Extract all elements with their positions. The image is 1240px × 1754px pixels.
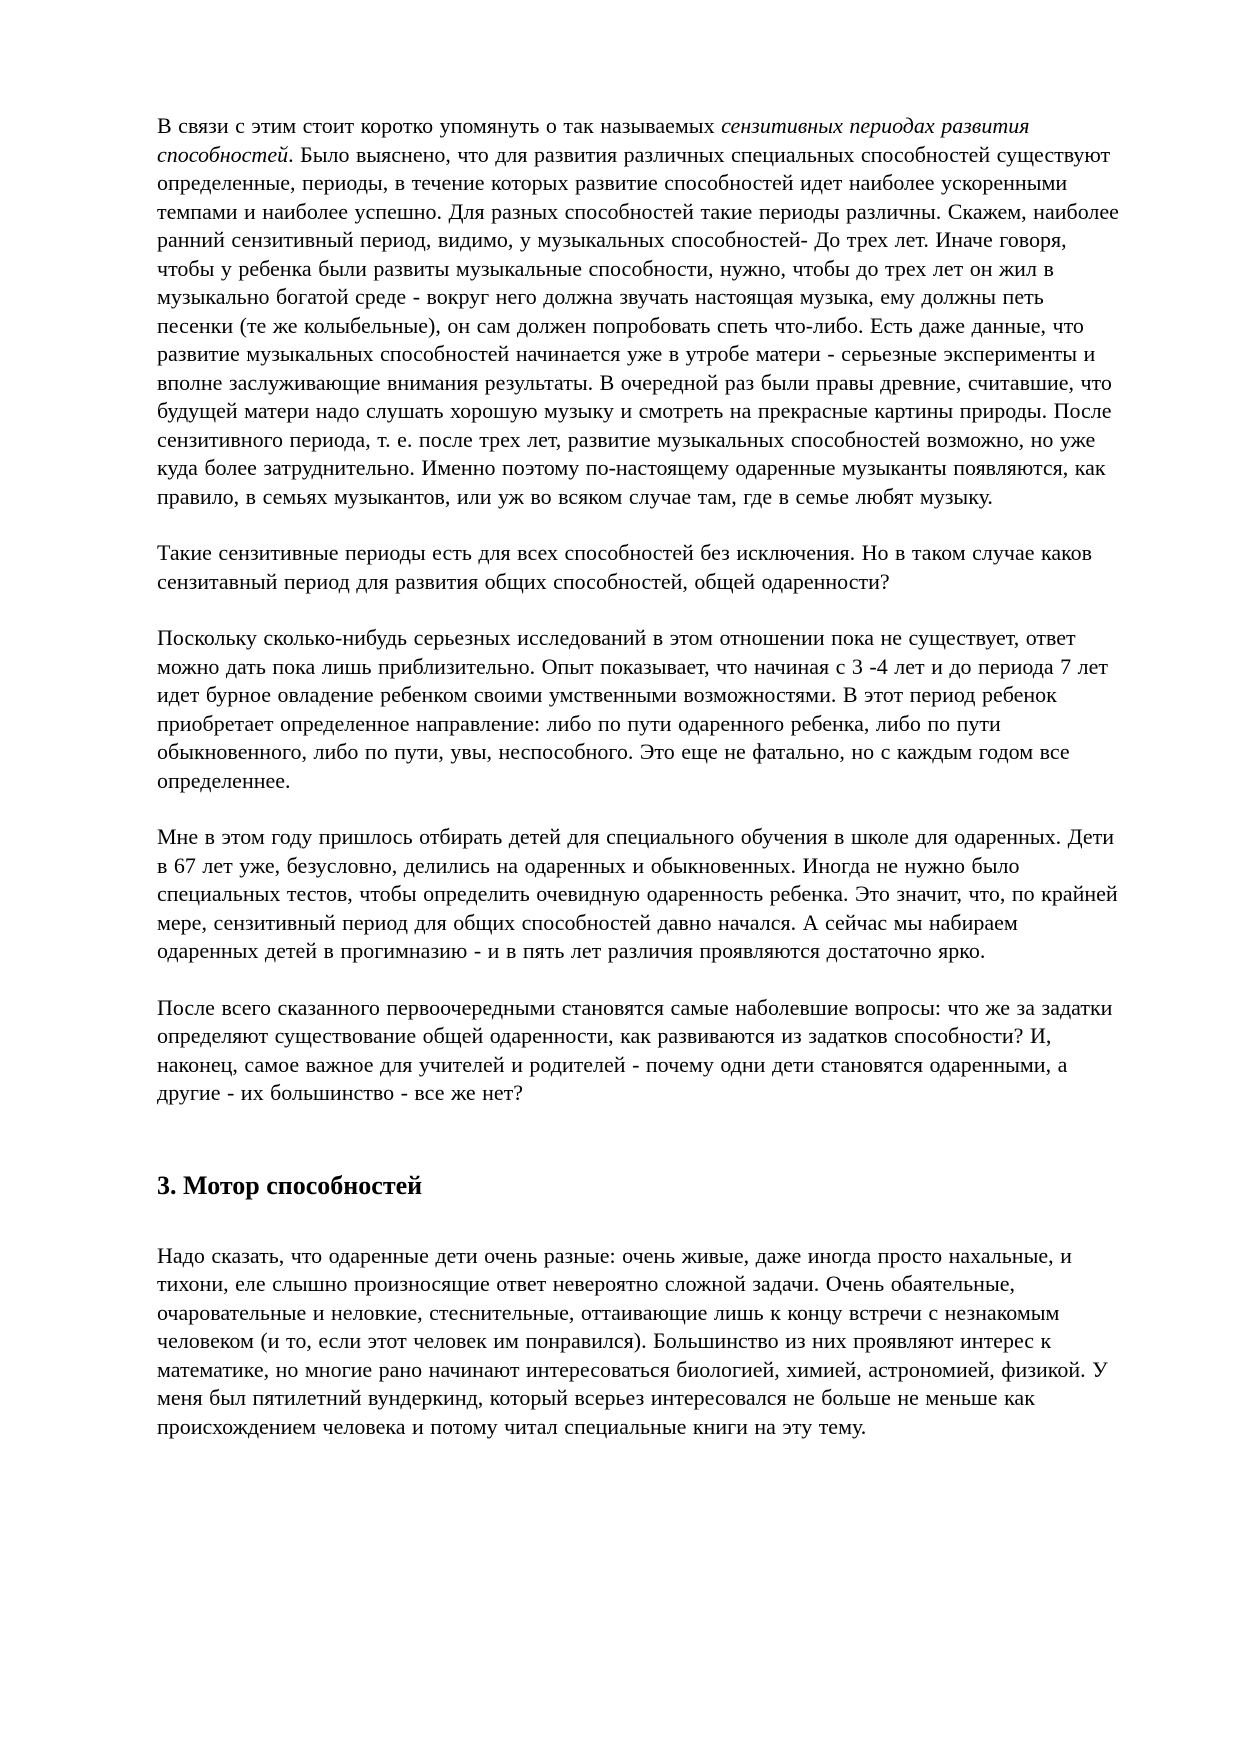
paragraph-1-rest: . Было выяснено, что для развития различных специальных способностей существуют определенные, периоды, в течение которых развитие способностей идет наиболее ускоренными темпами и наиболее успешно. Для разных способностей такие периоды различны. Скажем, наиболее ранний сензитивный период, видимо, у музыкальных способностей- До трех лет. Иначе говоря, чтобы у ребенка были развиты музыкальные способности, нужно, чтобы до трех лет он жил в музыкально богатой среде - вокруг него должна звучать настоящая музыка, ему должны петь песенки (те же колыбельные), он сам должен попробовать спеть что-либо. Есть даже данные, что развитие музыкальных способностей начинается уже в утробе матери - серьезные эксперименты и вполне заслуживающие внимания результаты. В очередной раз были правы древние, считавшие, что будущей матери надо слушать хорошую музыку и смотреть на прекрасные картины природы. После сензитивного периода, т. е. после трех лет, развитие музыкальных способностей возможно, но уже куда более затруднительно. Именно поэтому по-настоящему одаренные музыканты появляются, как правило, в семьях музыкантов, или уж во всяком случае там, где в семье любят музыку. <box>157 141 1119 509</box>
section-heading-motor: 3. Мотор способностей <box>157 1170 423 1200</box>
paragraph-key-questions: После всего сказанного первоочередными становятся самые наболевшие вопросы: что же за задатки определяют существование общей одаренности, как развиваются из задатков способности? И, наконец, самое важное для учителей и родителей - почему одни дети становятся одаренными, а другие - их большинство - все же нет? <box>157 994 1113 1105</box>
paragraph-school-selection: Мне в этом году пришлось отбирать детей для специального обучения в школе для одаренных. Дети в 67 лет уже, безусловно, делились на одаренных и обыкновенных. Иногда не нужно было специальных тестов, чтобы определить очевидную одаренность ребенка. Это значит, что, по крайней мере, сензитивный период для общих способностей давно начался. А сейчас мы набираем одаренных детей в прогимназию - и в пять лет различия проявляются достаточно ярко. <box>157 824 1118 963</box>
paragraph-sensitive-periods <box>157 112 1122 511</box>
paragraph-gifted-children-variety: Надо сказать, что одаренные дети очень разные: очень живые, даже иногда просто нахальные, и тихони, еле слышно произносящие ответ невероятно сложной задачи. Очень обаятельные, очаровательные и неловкие, стеснительные, оттаивающие лишь к концу встречи с незнакомым человеком (и то, если этот человек им понравился). Большинство из них проявляют интерес к математике, но многие рано начинают интересоваться биологией, химией, астрономией, физикой. У меня был пятилетний вундеркинд, который всерьез интересовался не больше не меньше как происхождением человека и потому читал специальные книги на эту тему. <box>157 1242 1108 1439</box>
paragraph-1-lead: В связи с этим стоит коротко упомянуть о так называемых <box>157 113 722 138</box>
paragraph-all-abilities: Такие сензитивные периоды есть для всех способностей без исключения. Но в таком случае каков сензитавный период для развития общих способностей, общей одаренности? <box>157 540 1093 594</box>
paragraph-1-italic-term: сензитивных периодах развития способностей <box>157 113 1030 167</box>
paragraph-research-estimate: Поскольку сколько-нибудь серьезных исследований в этом отношении пока не существует, ответ можно дать пока лишь приблизительно. Опыт показывает, что начиная с 3 -4 лет и до периода 7 лет идет бурное овладение ребенком своими умственными возможностями. В этот период ребенок приобретает определенное направление: либо по пути одаренного ребенка, либо по пути обыкновенного, либо по пути, увы, неспособного. Это еще не фатально, но с каждым годом все определеннее. <box>157 625 1109 793</box>
